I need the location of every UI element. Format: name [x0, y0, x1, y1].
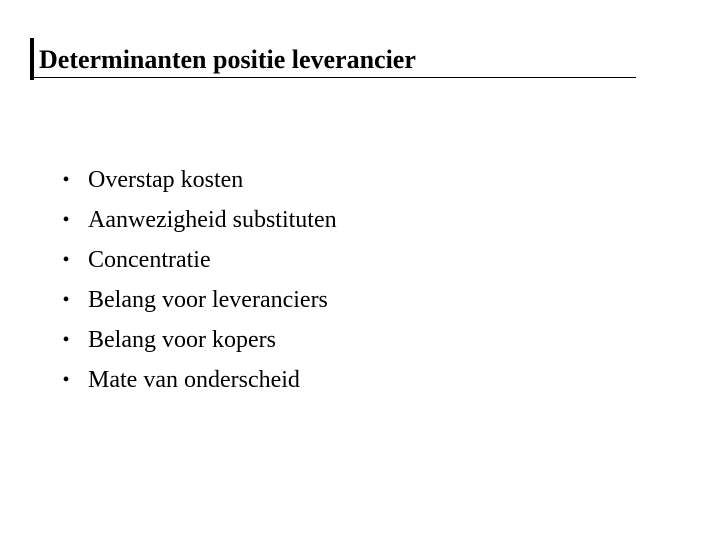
- bullet-text: Concentratie: [88, 247, 211, 273]
- bullet-text: Belang voor kopers: [88, 327, 276, 353]
- title-underline: [34, 77, 636, 78]
- bullet-icon: •: [62, 369, 70, 391]
- bullet-text: Overstap kosten: [88, 167, 244, 193]
- bullet-text: Mate van onderscheid: [88, 367, 300, 393]
- slide-title-block: [30, 38, 636, 80]
- bullet-text: Aanwezigheid substituten: [88, 207, 337, 233]
- bullet-icon: •: [62, 249, 70, 271]
- bullet-icon: •: [62, 329, 70, 351]
- bullet-icon: •: [62, 209, 70, 231]
- bullet-icon: •: [62, 169, 70, 191]
- bullet-icon: •: [62, 289, 70, 311]
- slide-title: Determinanten positie leverancier: [39, 45, 416, 74]
- bullet-text: Belang voor leveranciers: [88, 287, 328, 313]
